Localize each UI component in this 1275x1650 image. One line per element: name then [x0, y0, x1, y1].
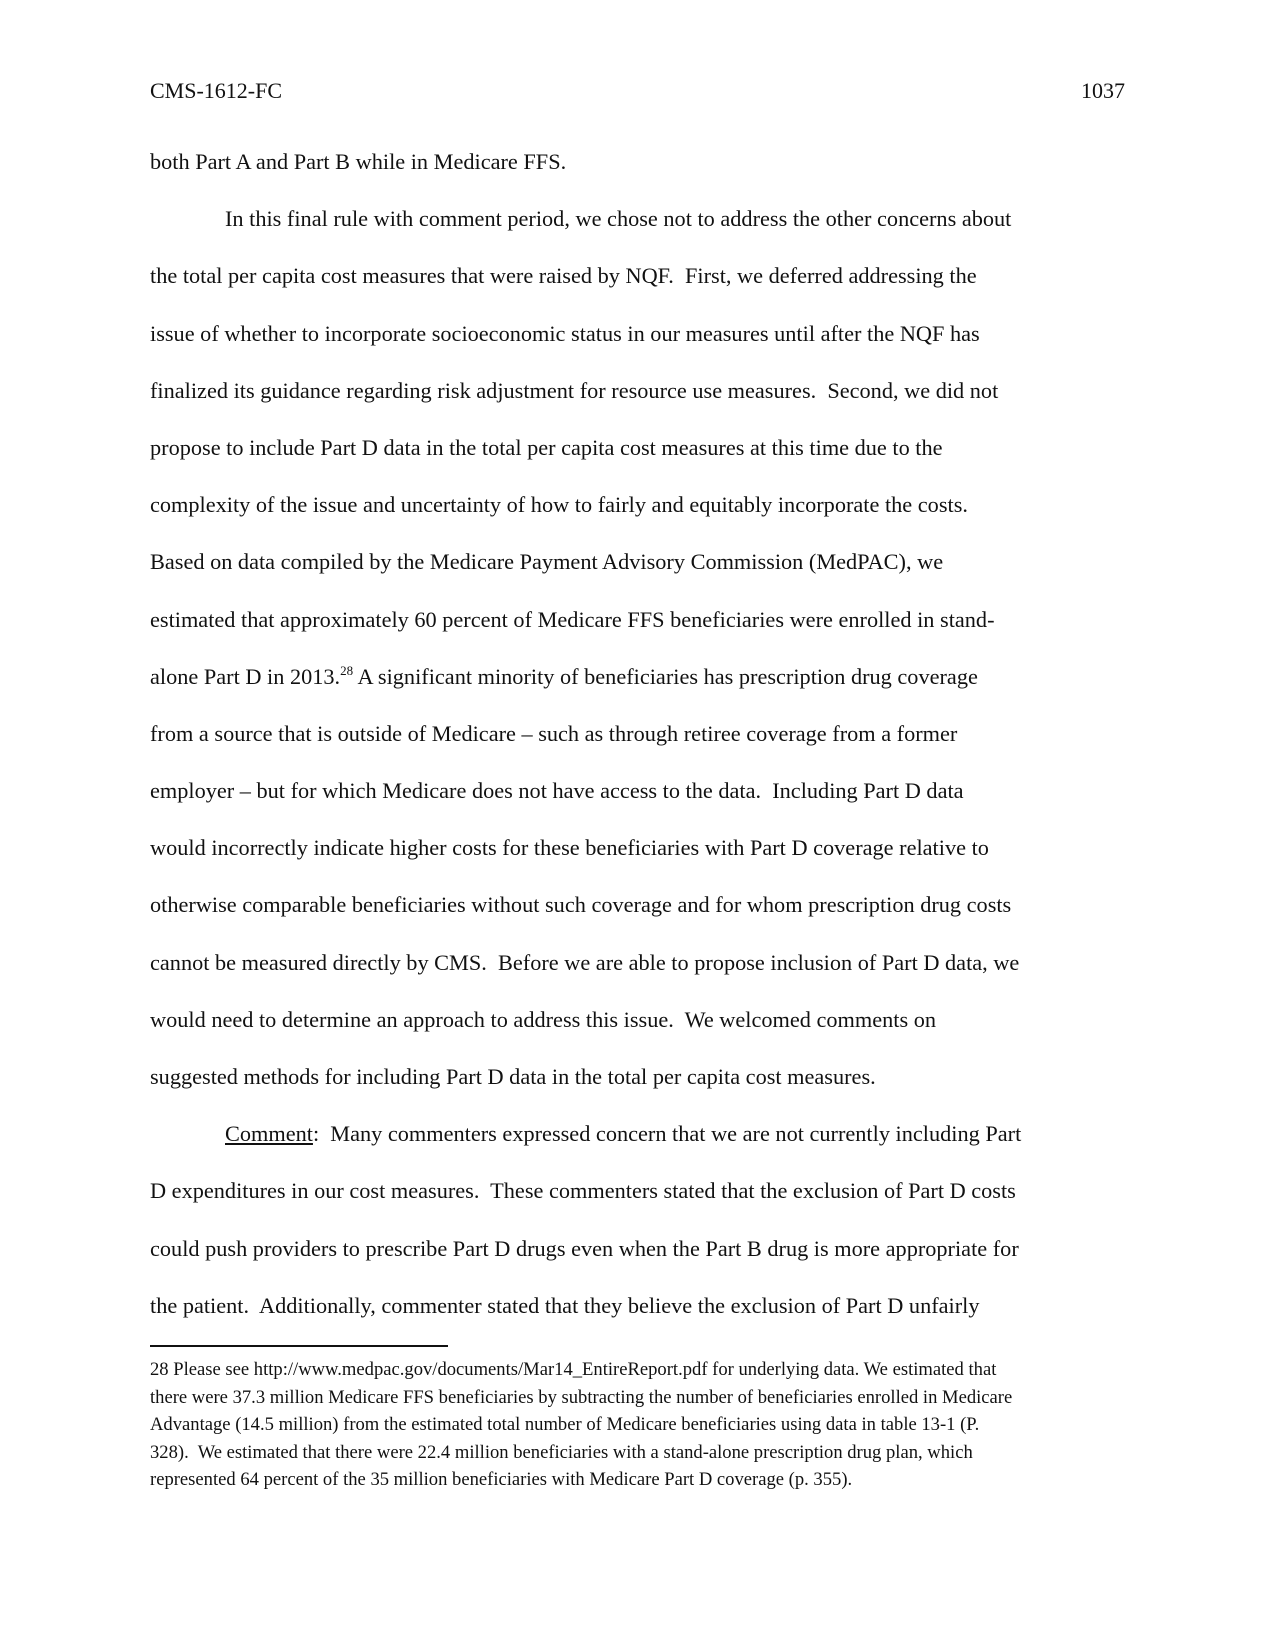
body-line-text: : Many commenters expressed concern that we are not currently including Part	[312, 1121, 1022, 1147]
body-line: the patient. Additionally, commenter stated that they believe the exclusion of Part D unfairly	[150, 1292, 980, 1318]
footnote-line: Advantage (14.5 million) from the estimated total number of Medicare beneficiaries using data in table 13-1 (P.	[150, 1414, 980, 1435]
comment-label: Comment	[225, 1121, 313, 1147]
footnote-reference: 28	[340, 662, 354, 678]
body-line: would need to determine an approach to address this issue. We welcomed comments on	[150, 1006, 937, 1032]
footnote-line: there were 37.3 million Medicare FFS beneficiaries by subtracting the number of beneficiaries enrolled in Medicare	[150, 1386, 1013, 1408]
body-line	[150, 1119, 1125, 1176]
body-line: cannot be measured directly by CMS. Before we are able to propose inclusion of Part D data, we	[150, 949, 1020, 975]
body-line-text: A significant minority of beneficiaries has prescription drug coverage	[353, 663, 978, 689]
footnote	[150, 1358, 1125, 1496]
body-line: the total per capita cost measures that were raised by NQF. First, we deferred addressing the	[150, 263, 977, 289]
footnote-line: 28 Please see http://www.medpac.gov/documents/Mar14_EntireReport.pdf for underlying data. We estimated that	[150, 1359, 997, 1380]
body-line	[150, 662, 1125, 719]
body-line: estimated that approximately 60 percent of Medicare FFS beneficiaries were enrolled in stand-	[150, 606, 995, 632]
body-line: propose to include Part D data in the total per capita cost measures at this time due to the	[150, 434, 943, 460]
body-line: Based on data compiled by the Medicare Payment Advisory Commission (MedPAC), we	[150, 549, 944, 575]
page-number: 1037	[1081, 78, 1125, 103]
body-line: D expenditures in our cost measures. These commenters stated that the exclusion of Part D costs	[150, 1178, 1016, 1204]
footnote-separator	[150, 1345, 448, 1347]
body-line: complexity of the issue and uncertainty of how to fairly and equitably incorporate the costs.	[150, 492, 968, 518]
body-line: employer – but for which Medicare does not have access to the data. Including Part D data	[150, 778, 964, 804]
body-line: In this final rule with comment period, we chose not to address the other concerns about	[225, 206, 1012, 232]
page-header	[150, 76, 1125, 106]
footnote-line: represented 64 percent of the 35 million beneficiaries with Medicare Part D coverage (p. 355).	[150, 1469, 853, 1490]
body-line: could push providers to prescribe Part D drugs even when the Part B drug is more appropriate for	[150, 1235, 1019, 1261]
document-id: CMS-1612-FC	[150, 78, 283, 103]
body-line: issue of whether to incorporate socioeconomic status in our measures until after the NQF has	[150, 320, 980, 346]
body-line: finalized its guidance regarding risk adjustment for resource use measures. Second, we did not	[150, 377, 999, 403]
footnote-line: 328). We estimated that there were 22.4 million beneficiaries with a stand-alone prescription drug plan, which	[150, 1441, 973, 1463]
body-text	[150, 147, 1125, 1348]
body-line: both Part A and Part B while in Medicare FFS.	[150, 149, 567, 174]
body-line: would incorrectly indicate higher costs for these beneficiaries with Part D coverage relative to	[150, 835, 989, 861]
body-line: otherwise comparable beneficiaries without such coverage and for whom prescription drug costs	[150, 892, 1012, 918]
body-line: suggested methods for including Part D data in the total per capita cost measures.	[150, 1064, 876, 1089]
body-line: from a source that is outside of Medicare – such as through retiree coverage from a former	[150, 720, 958, 746]
body-line-text: alone Part D in 2013.	[150, 663, 341, 689]
